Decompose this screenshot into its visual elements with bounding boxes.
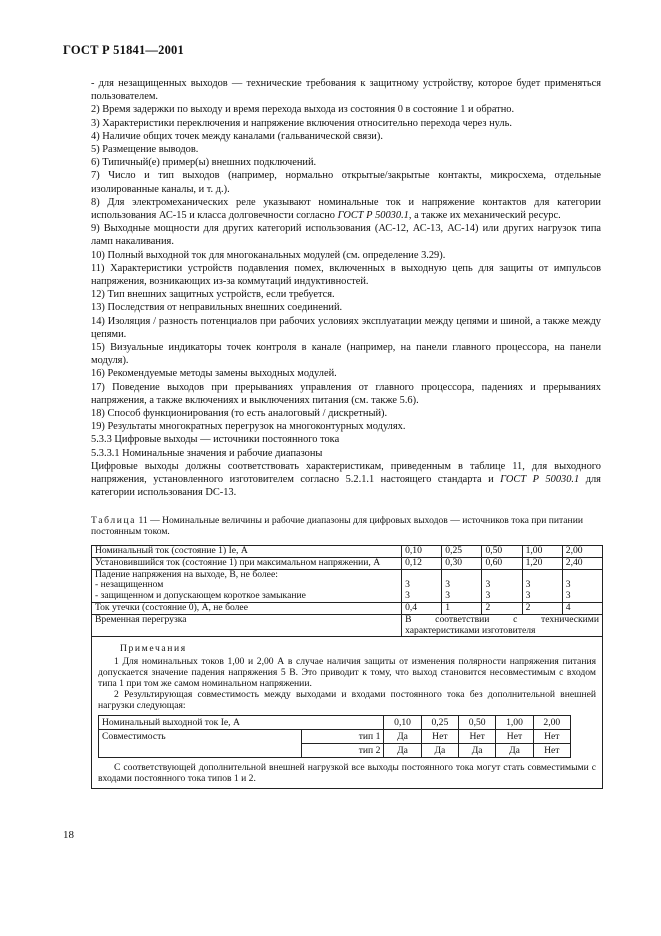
compatibility-table — [98, 715, 571, 758]
table-cell: тип 1 — [302, 730, 384, 744]
table-cell: 0,30 — [442, 557, 482, 569]
values-table — [91, 545, 603, 789]
body-text — [91, 77, 601, 500]
table-cell: Ток утечки (состояние 0), А, не более — [92, 602, 402, 614]
table-cell: 0,50 — [459, 716, 496, 730]
list-item: 18) Способ функционирования (то есть аналоговый / дискретный). — [91, 408, 388, 420]
table-caption: Таблица 11 — Номинальные величины и рабочие диапазоны для цифровых выходов — источников тока при питании постоянным током. — [91, 515, 583, 538]
table-row — [92, 569, 603, 602]
notes — [98, 656, 596, 711]
table-cell: Установившийся ток (состояние 1) при максимальном напряжении, А — [92, 557, 402, 569]
table-cell: 2,40 — [562, 557, 602, 569]
list-item: 14) Изоляция / разность потенциалов при рабочих условиях эксплуатации между цепями и шиной, а также между цепями. — [91, 315, 601, 340]
list-item: 13) Последствия от неправильных внешних соединений. — [91, 302, 343, 314]
table-cell: тип 2 — [302, 744, 384, 758]
paragraph: - для незащищенных выходов — технические требования к защитному устройству, которое будет применяться пользователем. — [91, 78, 601, 103]
table-row — [92, 557, 603, 569]
list-item: 2) Время задержки по выходу и время перехода выхода из состояния 0 в состояние 1 и обратно. — [91, 104, 515, 116]
table-cell: Да — [384, 744, 421, 758]
table-cell: 0,25 — [421, 716, 458, 730]
table-row — [92, 546, 603, 558]
table-cell: Совместимость — [99, 730, 302, 758]
table-cell: 2 — [482, 602, 522, 614]
page-number: 18 — [63, 829, 74, 841]
table-cell: 1,00 — [496, 716, 533, 730]
list-item: 4) Наличие общих точек между каналами (гальванической связи). — [91, 130, 383, 142]
table-cell: Номинальный выходной ток Iе, А — [99, 716, 384, 730]
table-row — [99, 730, 571, 744]
note: 1 Для номинальных токов 1,00 и 2,00 А в случае наличия защиты от изменения полярности напряжения питания допускается значение падения напряжения 5 В. Это приводит к тому, что выход становится несовместимым с входом типа 1 при том же самом номинальном напряжении. — [98, 656, 596, 690]
table-row — [99, 716, 571, 730]
table-cell: 1,20 — [522, 557, 562, 569]
table-cell: 3 3 — [562, 569, 602, 602]
table-cell: 3 3 — [442, 569, 482, 602]
list-item: 11) Характеристики устройств подавления помех, включенных в выходную цепь для защиты от импульсов напряжения, возникающих из-за коммутаций индуктивностей. — [91, 262, 601, 288]
table-cell: Да — [421, 744, 458, 758]
table-cell: 3 3 — [522, 569, 562, 602]
list-item: 8) Для электромеханических реле указывают номинальные ток и напряжение контактов для категории использования АС-15 и класса долговечности согласно ГОСТ Р 50030.1, а также их механический ресурс. — [91, 196, 601, 222]
table-cell: Нет — [421, 730, 458, 744]
table-cell: 0,10 — [402, 546, 442, 558]
table-cell: Номинальный ток (состояние 1) Iе, А — [92, 546, 402, 558]
table-cell: 0,10 — [384, 716, 421, 730]
table-cell: 3 3 — [402, 569, 442, 602]
list-item: 6) Типичный(е) пример(ы) внешних подключений. — [91, 157, 317, 169]
table-cell: 0,12 — [402, 557, 442, 569]
table-cell: Нет — [496, 730, 533, 744]
table-cell: 1 — [442, 602, 482, 614]
list-item: 5) Размещение выводов. — [91, 144, 199, 156]
table-cell: Да — [459, 744, 496, 758]
note: С соответствующей дополнительной внешней нагрузкой все выходы постоянного тока могут стать совместимыми с входами постоянного тока типов 1 и 2. — [98, 762, 596, 785]
paragraph: Цифровые выходы должны соответствовать характеристикам, приведенным в таблице 11, для выходного напряжения, установленного изготовителем согласно 5.2.1.1 настоящего стандарта и ГОСТ Р 50030.1 для категории использования DC-13. — [91, 460, 601, 499]
table-row — [92, 614, 603, 637]
section-heading: 5.3.3 Цифровые выходы — источники постоянного тока — [91, 434, 340, 446]
table-cell: 0,25 — [442, 546, 482, 558]
list-item: 10) Полный выходной ток для многоканальных модулей (см. определение 3.29). — [91, 249, 446, 261]
document-header: ГОСТ Р 51841—2001 — [63, 43, 184, 57]
table-cell: 2,00 — [533, 716, 570, 730]
table-row — [92, 602, 603, 614]
table-cell: Нет — [533, 730, 570, 744]
table-cell: 0,60 — [482, 557, 522, 569]
table-cell: Нет — [533, 744, 570, 758]
table-cell: Да — [384, 730, 421, 744]
list-item: 9) Выходные мощности для других категорий использования (АС-12, АС-13, АС-14) или других нагрузок типа ламп накаливания. — [91, 223, 601, 248]
list-item: 7) Число и тип выходов (например, нормально открытые/закрытые контакты, микросхема, отдельные изолированные каналы, и т. д.). — [91, 170, 601, 195]
table-cell: 3 3 — [482, 569, 522, 602]
list-item: 17) Поведение выходов при прерываниях управления от главного процессора, падениях и прерываниях напряжения, а также включениях и выключениях питания (см. также 5.6). — [91, 381, 601, 406]
table-cell: 0,4 — [402, 602, 442, 614]
note: 2 Результирующая совместимость между выходами и входами постоянного тока без дополнительной внешней нагрузки следующая: — [98, 689, 596, 712]
table-cell: 1,00 — [522, 546, 562, 558]
list-item: 3) Характеристики переключения и напряжение включения относительно перехода через нуль. — [91, 117, 512, 129]
subsection-heading: 5.3.3.1 Номинальные значения и рабочие диапазоны — [91, 447, 323, 459]
list-item: 19) Результаты многократных перегрузок на многоконтурных модулях. — [91, 421, 406, 433]
table-cell: Временная перегрузка — [92, 614, 402, 637]
table-cell: Да — [496, 744, 533, 758]
table-cell: 0,50 — [482, 546, 522, 558]
list-item: 15) Визуальные индикаторы точек контроля в канале (например, на панели главного процессора, на панели модуля). — [91, 342, 601, 367]
table-row — [92, 637, 603, 789]
list-item: 12) Тип внешних защитных устройств, если требуется. — [91, 289, 335, 301]
notes-cell — [92, 637, 603, 789]
table-cell: В соответствии с техническими характеристиками изготовителя — [402, 614, 603, 637]
notes-title: Примечания — [120, 643, 187, 655]
list-item: 16) Рекомендуемые методы замены выходных модулей. — [91, 368, 337, 380]
table-cell: 4 — [562, 602, 602, 614]
table-cell: Падение напряжения на выходе, В, не более: - незащищенном - защищенном и допускающем короткое замыкание — [92, 569, 402, 602]
table-cell: Нет — [459, 730, 496, 744]
table-cell: 2 — [522, 602, 562, 614]
table-cell: 2,00 — [562, 546, 602, 558]
